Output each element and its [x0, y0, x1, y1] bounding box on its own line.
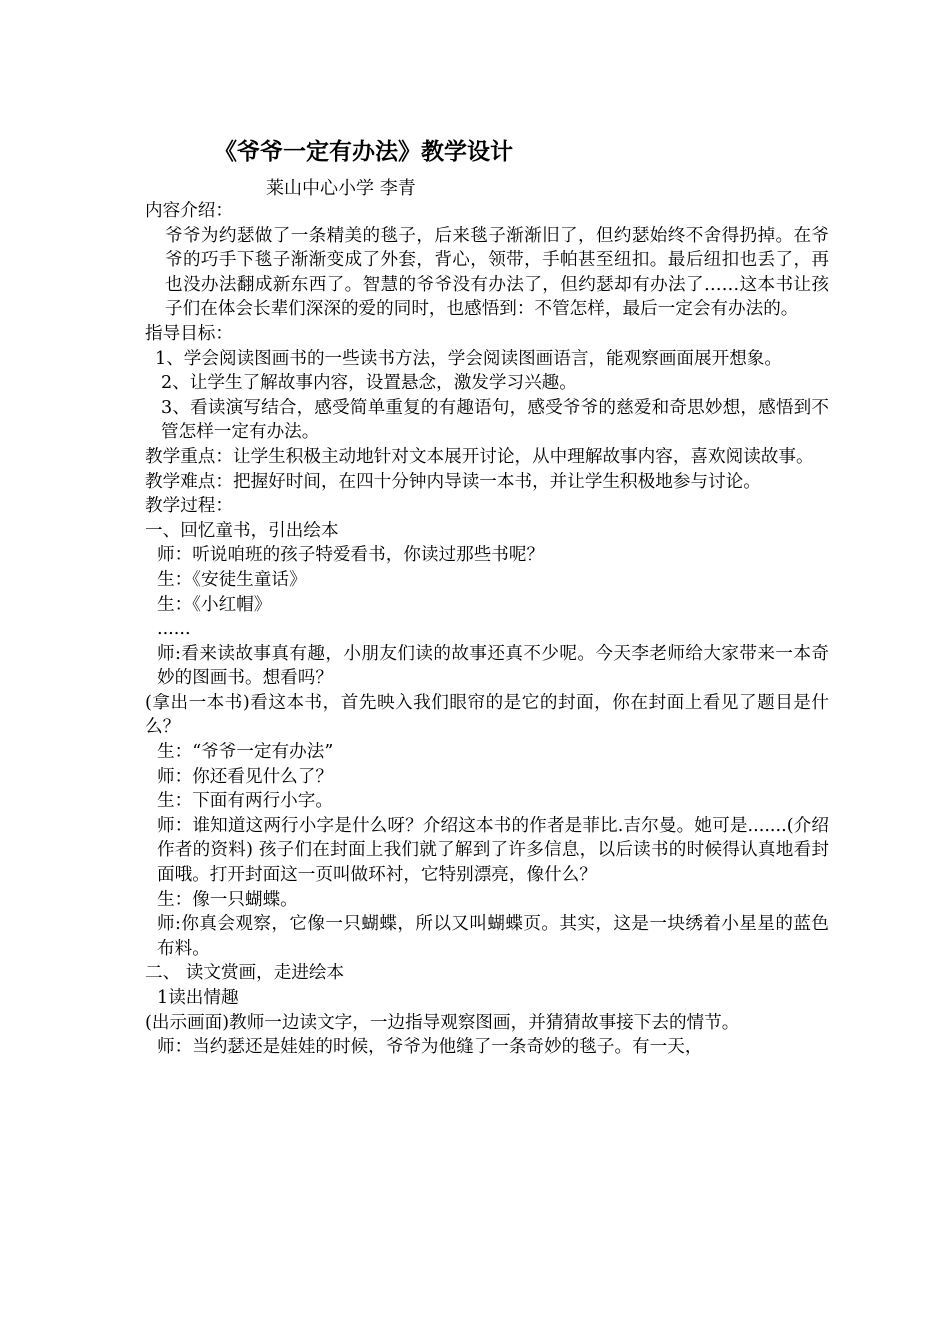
- dialogue-line: (拿出一本书)看这本书，首先映入我们眼帘的是它的封面，你在封面上看见了题目是什么？: [145, 692, 829, 738]
- section-heading-content-intro: 内容介绍：: [145, 201, 233, 221]
- dialogue-line: 师：谁知道这两行小字是什么呀？介绍这本书的作者是菲比.吉尔曼。她可是.......(介绍作者的资料) 孩子们在封面上我们就了解到了许多信息，以后读书的时候得认真地看封面哦。打开封面这一页叫做环衬，它特别漂亮，像什么？: [157, 815, 829, 886]
- dialogue-line: 师:你真会观察，它像一只蝴蝶，所以又叫蝴蝶页。其实，这是一块绣着小星星的蓝色布料。: [157, 914, 829, 959]
- sub-step-heading: 1读出情趣: [157, 988, 239, 1008]
- dialogue-line: 师：你还看见什么了？: [157, 766, 333, 787]
- dialogue-line: 师：听说咱班的孩子特爱看书，你读过那些书呢？: [157, 545, 545, 566]
- dialogue-line: 师:看来读故事真有趣，小朋友们读的故事还真不少呢。今天李老师给大家带来一本奇妙的图画书。想看吗？: [157, 643, 829, 689]
- goal-item: 3、看读演写结合，感受简单重复的有趣语句，感受爷爷的慈爱和奇思妙想，感悟到不管怎样一定有办法。: [161, 397, 829, 443]
- dialogue-line: 师：当约瑟还是娃娃的时候，爷爷为他缝了一条奇妙的毯子。有一天，: [157, 1037, 703, 1058]
- paragraph-instruction: (出示画面)教师一边读文字，一边指导观察图画，并猜猜故事接下去的情节。: [145, 1012, 740, 1033]
- step-heading: 二、 读文赏画，走进绘本: [145, 963, 345, 984]
- ellipsis-line: ......: [157, 619, 191, 640]
- step-heading: 一、回忆童书，引出绘本: [145, 520, 339, 541]
- document-author: 莱山中心小学 李青: [266, 178, 416, 199]
- section-heading-process: 教学过程：: [145, 496, 233, 517]
- document-body: [145, 199, 829, 1060]
- dialogue-line: 生：《小红帽》: [157, 594, 272, 615]
- section-heading-goals: 指导目标：: [145, 323, 233, 344]
- paragraph-content-intro: 爷爷为约瑟做了一条精美的毯子，后来毯子渐渐旧了，但约瑟始终不舍得扔掉。在爷爷的巧手下毯子渐渐变成了外套，背心，领带，手帕甚至纽扣。最后纽扣也丢了，再也没办法翻成新东西了。智慧的爷爷没有办法了，但约瑟却有办法了……这本书让孩子们在体会长辈们深深的爱的同时，也感悟到：不管怎样，最后一定会有办法的。: [165, 225, 829, 320]
- dialogue-line: 生：下面有两行小字。: [157, 791, 333, 812]
- dialogue-line: 生：“爷爷一定有办法”: [157, 742, 334, 763]
- paragraph-key-points: 教学重点：让学生积极主动地针对文本展开讨论，从中理解故事内容，喜欢阅读故事。: [145, 446, 814, 467]
- paragraph-difficulties: 教学难点：把握好时间，在四十分钟内导读一本书，并让学生积极地参与讨论。: [145, 471, 761, 492]
- document-title: 《爷爷一定有办法》教学设计: [214, 139, 513, 165]
- goal-item: 1、学会阅读图画书的一些读书方法，学会阅读图画语言，能观察画面展开想象。: [155, 348, 782, 369]
- dialogue-line: 生：像一只蝴蝶。: [157, 889, 298, 910]
- dialogue-line: 生：《安徒生童话》: [157, 569, 307, 590]
- goal-item: 2、让学生了解故事内容，设置悬念，激发学习兴趣。: [161, 373, 577, 394]
